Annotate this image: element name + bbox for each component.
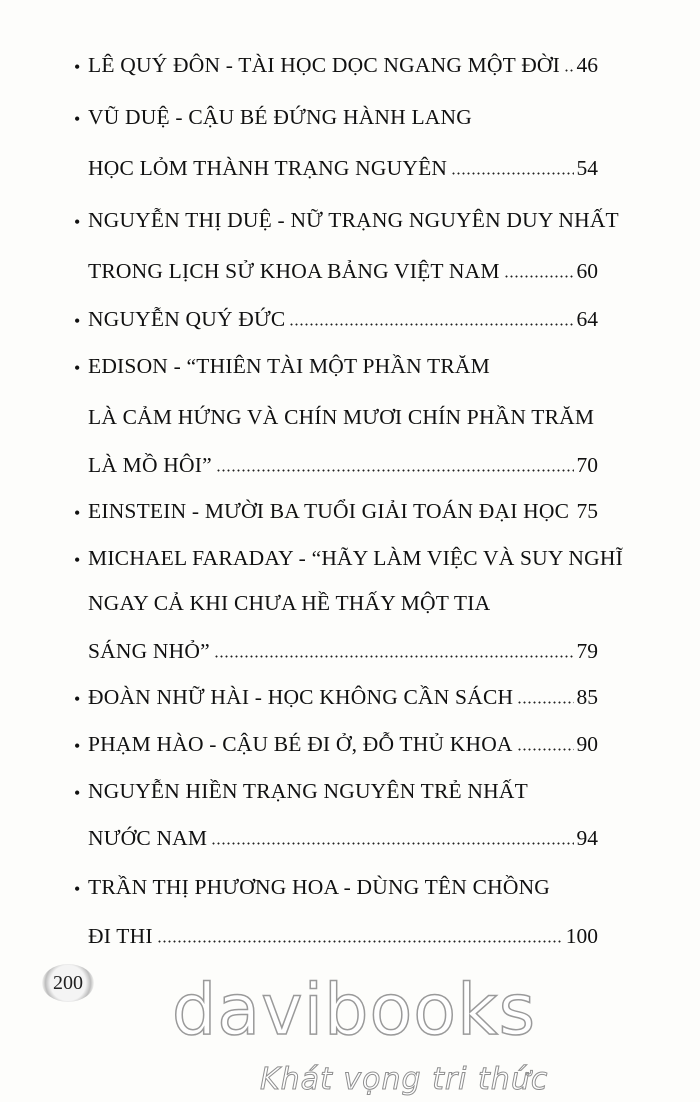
dot-leader bbox=[517, 701, 573, 704]
page-number-text: 200 bbox=[53, 971, 83, 994]
bullet-icon: • bbox=[74, 358, 81, 378]
toc-entry-title: NƯỚC NAM bbox=[88, 825, 208, 850]
toc-entry-title: NGUYỄN THỊ DUỆ - NỮ TRẠNG NGUYÊN DUY NHẤT bbox=[88, 207, 619, 232]
bullet-icon: • bbox=[74, 57, 81, 77]
dot-leader bbox=[214, 655, 574, 658]
toc-entry-title: ĐI THI bbox=[88, 923, 153, 948]
toc-entry-page: 94 bbox=[576, 825, 598, 850]
toc-entry-continuation[interactable] bbox=[88, 622, 598, 662]
toc-entry[interactable] bbox=[74, 290, 598, 330]
toc-entry-continuation[interactable] bbox=[88, 809, 598, 849]
page-number bbox=[42, 964, 94, 1002]
bullet-icon: • bbox=[74, 550, 81, 570]
bullet-icon: • bbox=[74, 736, 81, 756]
toc-entry-title: NGUYỄN HIỀN TRẠNG NGUYÊN TRẺ NHẤT bbox=[88, 778, 528, 803]
toc-entry-title: LÀ MỒ HÔI” bbox=[88, 452, 212, 477]
toc-entry-title: VŨ DUỆ - CẬU BÉ ĐỨNG HÀNH LANG bbox=[88, 104, 472, 129]
bullet-icon: • bbox=[74, 311, 81, 331]
toc-entry-title: EDISON - “THIÊN TÀI MỘT PHẦN TRĂM bbox=[88, 353, 490, 378]
toc-entry-page: 54 bbox=[576, 155, 598, 180]
toc-entry-title: MICHAEL FARADAY - “HÃY LÀM VIỆC VÀ SUY NGHĨ bbox=[88, 545, 623, 570]
dot-leader bbox=[517, 748, 574, 751]
publisher-slogan: Khát vọng tri thức bbox=[260, 1062, 549, 1097]
toc-entry[interactable] bbox=[74, 88, 598, 128]
toc-entry-title: NGUYỄN QUÝ ĐỨC bbox=[88, 306, 286, 331]
toc-entry-page: 79 bbox=[576, 638, 598, 663]
dot-leader bbox=[216, 469, 574, 472]
toc-entry[interactable] bbox=[74, 36, 598, 76]
toc-entry-page: 85 bbox=[576, 684, 598, 709]
toc-entry[interactable] bbox=[74, 482, 598, 522]
toc-entry[interactable] bbox=[74, 762, 598, 802]
bullet-icon: • bbox=[74, 212, 81, 232]
toc-entry-continuation[interactable] bbox=[88, 907, 598, 947]
dot-leader bbox=[289, 323, 573, 326]
toc-entry-page: 46 bbox=[576, 52, 598, 77]
toc-entry-title: EINSTEIN - MƯỜI BA TUỔI GIẢI TOÁN ĐẠI HỌC bbox=[88, 498, 570, 523]
toc-entry-title: PHẠM HÀO - CẬU BÉ ĐI Ở, ĐỖ THỦ KHOA bbox=[88, 731, 513, 756]
toc-entry[interactable] bbox=[74, 529, 623, 570]
toc-entry-title: TRONG LỊCH SỬ KHOA BẢNG VIỆT NAM bbox=[88, 258, 500, 283]
toc-entry-continuation[interactable] bbox=[88, 436, 598, 476]
dot-leader bbox=[211, 842, 573, 845]
toc-entry-continuation[interactable] bbox=[88, 242, 598, 282]
toc-entry[interactable] bbox=[74, 715, 598, 755]
toc-entry-title: SÁNG NHỎ” bbox=[88, 638, 210, 663]
toc-entry-title: LÊ QUÝ ĐÔN - TÀI HỌC DỌC NGANG MỘT ĐỜI bbox=[88, 52, 561, 77]
dot-leader bbox=[157, 940, 563, 943]
dot-leader bbox=[451, 172, 573, 175]
toc-entry-page: 75 bbox=[576, 498, 598, 523]
publisher-logo-watermark: davibooks bbox=[171, 969, 537, 1051]
toc-entry-page: 70 bbox=[576, 452, 598, 477]
bullet-icon: • bbox=[74, 879, 81, 899]
toc-entry[interactable] bbox=[74, 191, 619, 232]
toc-entry[interactable] bbox=[74, 858, 598, 898]
toc-entry-title: ĐOÀN NHỮ HÀI - HỌC KHÔNG CẦN SÁCH bbox=[88, 684, 514, 709]
toc-entry-continuation[interactable] bbox=[88, 139, 598, 179]
dot-leader bbox=[504, 275, 574, 278]
toc-entry[interactable] bbox=[74, 337, 598, 377]
dot-leader bbox=[564, 69, 573, 72]
bullet-icon: • bbox=[74, 109, 81, 129]
toc-entry-page: 100 bbox=[565, 923, 598, 948]
toc-entry-page: 90 bbox=[576, 731, 598, 756]
toc-entry-page: 64 bbox=[576, 306, 598, 331]
bullet-icon: • bbox=[74, 689, 81, 709]
toc-entry-page: 60 bbox=[576, 258, 598, 283]
toc-entry-continuation[interactable] bbox=[88, 574, 598, 614]
bullet-icon: • bbox=[74, 783, 81, 803]
toc-entry-title: HỌC LỎM THÀNH TRẠNG NGUYÊN bbox=[88, 155, 448, 180]
toc-entry-title: NGAY CẢ KHI CHƯA HỀ THẤY MỘT TIA bbox=[88, 590, 491, 615]
toc-entry-continuation[interactable] bbox=[88, 388, 598, 428]
bullet-icon: • bbox=[74, 503, 81, 523]
toc-entry-title: LÀ CẢM HỨNG VÀ CHÍN MƯƠI CHÍN PHẦN TRĂM bbox=[88, 404, 595, 429]
toc-entry[interactable] bbox=[74, 668, 598, 708]
toc-entry-title: TRẦN THỊ PHƯƠNG HOA - DÙNG TÊN CHỒNG bbox=[88, 874, 551, 899]
